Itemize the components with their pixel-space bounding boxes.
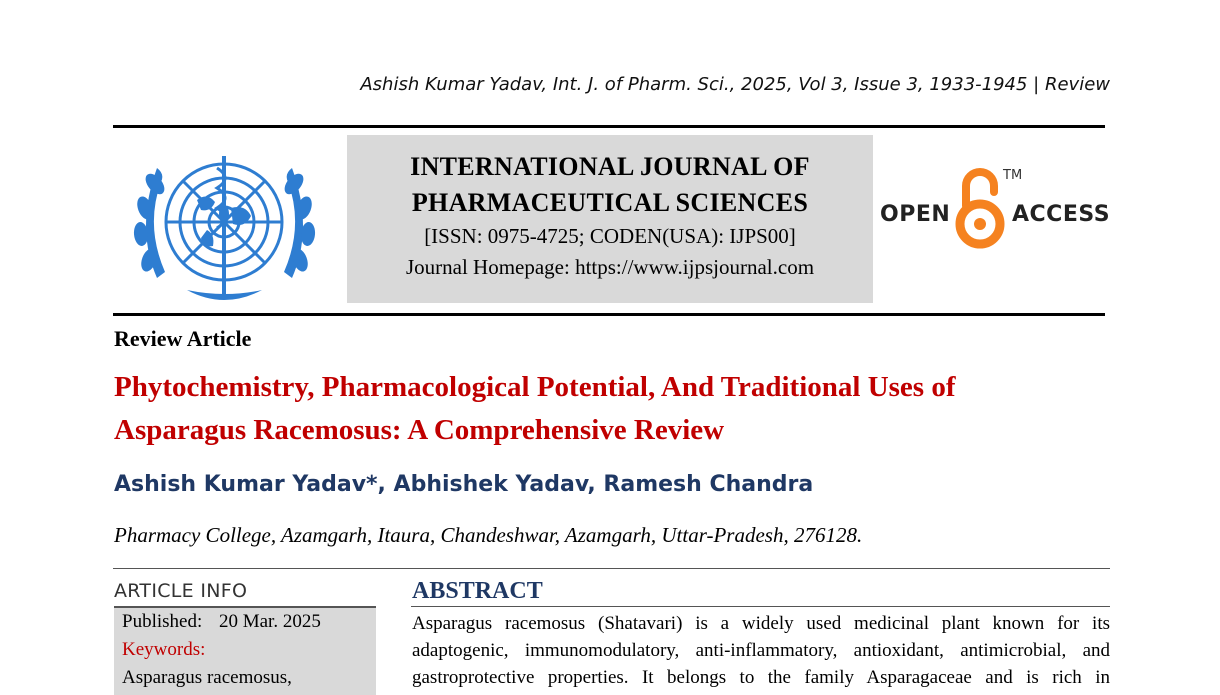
- section-rule: [113, 568, 1110, 569]
- abstract-body: [412, 610, 1110, 691]
- abstract-line: adaptogenic, immunomodulatory, anti-inflammatory, antioxidant, antimicrobial, and: [412, 640, 1110, 661]
- journal-banner: [347, 135, 873, 303]
- article-type: Review Article: [114, 326, 252, 351]
- journal-homepage: Journal Homepage: https://www.ijpsjournal.com: [405, 255, 815, 279]
- author-list: Ashish Kumar Yadav*, Abhishek Yadav, Ramesh Chandra: [114, 472, 814, 497]
- open-access-logo: [880, 166, 1110, 254]
- abstract-line: Asparagus racemosus (Shatavari) is a widely used medicinal plant known for its: [412, 613, 1110, 634]
- article-title: [114, 366, 1104, 452]
- abstract-heading: ABSTRACT: [412, 578, 543, 604]
- open-access-lock-icon: [954, 166, 1006, 250]
- header-top-rule: [113, 125, 1105, 128]
- journal-issn: [ISSN: 0975-4725; CODEN(USA): IJPS00]: [424, 224, 796, 248]
- article-title-line2: Asparagus Racemosus: A Comprehensive Review: [114, 414, 725, 446]
- article-info-box: [114, 608, 376, 695]
- journal-name-line1: INTERNATIONAL JOURNAL OF: [410, 152, 810, 181]
- abstract-line: gastroprotective properties. It belongs to the family Asparagaceae and is rich in: [412, 667, 1110, 688]
- trademark-mark: TM: [1003, 168, 1023, 183]
- open-access-right: ACCESS: [1012, 202, 1111, 227]
- running-head: Ashish Kumar Yadav, Int. J. of Pharm. Sci., 2025, Vol 3, Issue 3, 1933-1945 | Review: [360, 74, 1110, 95]
- article-title-line1: Phytochemistry, Pharmacological Potential, And Traditional Uses of: [114, 371, 956, 403]
- affiliation: Pharmacy College, Azamgarh, Itaura, Chandeshwar, Azamgarh, Uttar-Pradesh, 276128.: [114, 523, 863, 547]
- journal-name-line2: PHARMACEUTICAL SCIENCES: [411, 188, 809, 217]
- published-date: 20 Mar. 2025: [218, 611, 321, 632]
- keyword-item: Asparagus racemosus,: [122, 667, 292, 688]
- header-bottom-rule: [113, 313, 1105, 316]
- published-label: Published:: [122, 611, 203, 632]
- keywords-label: Keywords:: [122, 639, 206, 660]
- journal-emblem-icon: [127, 138, 322, 306]
- abstract-rule: [411, 606, 1110, 607]
- open-access-left: OPEN: [880, 202, 951, 227]
- article-info-heading: ARTICLE INFO: [114, 580, 248, 602]
- published-row: [122, 608, 376, 636]
